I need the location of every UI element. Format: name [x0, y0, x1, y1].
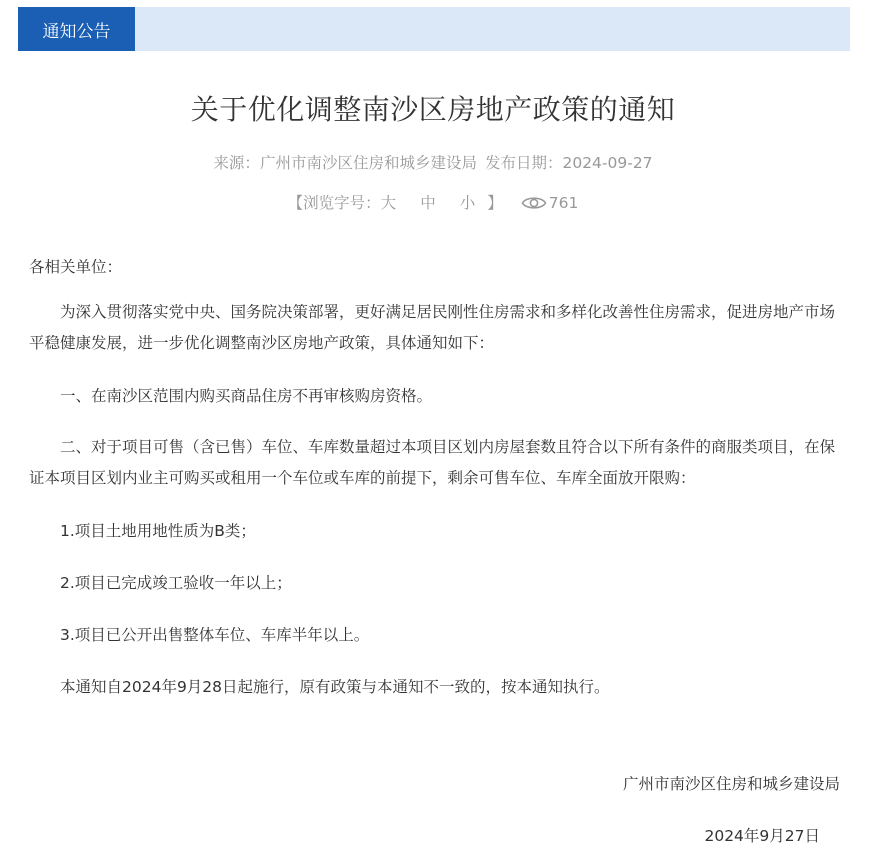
source-label: 来源：: [213, 154, 260, 172]
article-meta: [0, 151, 866, 173]
paragraph: 1.项目土地用地性质为B类；: [60, 522, 256, 540]
font-size-large[interactable]: 大: [380, 194, 397, 212]
paragraph: 一、在南沙区范围内购买商品住房不再审核购房资格。: [60, 387, 433, 405]
sign-date: 2024年9月27日: [704, 827, 820, 845]
paragraph: 为深入贯彻落实党中央、国务院决策部署，更好满足居民刚性住房需求和多样化改善性住房需求，促进房地产市场平稳健康发展，进一步优化调整南沙区房地产政策，具体通知如下：: [29, 303, 836, 352]
eye-icon: [521, 194, 547, 216]
font-size-medium[interactable]: 中: [420, 194, 436, 212]
view-count: 761: [548, 194, 579, 212]
signer: 广州市南沙区住房和城乡建设局: [622, 775, 840, 793]
paragraph: 本通知自2024年9月28日起施行，原有政策与本通知不一致的，按本通知执行。: [60, 678, 610, 696]
font-size-small[interactable]: 小: [459, 194, 476, 212]
article-tools: [0, 191, 866, 216]
paragraph: 二、对于项目可售（含已售）车位、车库数量超过本项目区划内房屋套数且符合以下所有条件的商服类项目，在保证本项目区划内业主可购买或租用一个车位或车库的前提下，剩余可售车位、车库全面放开限购：: [29, 438, 836, 487]
font-size-close: 】: [487, 194, 503, 212]
article-title: 关于优化调整南沙区房地产政策的通知: [190, 93, 676, 126]
publish-date-value: 2024-09-27: [562, 154, 653, 172]
salutation: 各相关单位：: [29, 258, 123, 276]
publish-date-label: 发布日期：: [484, 154, 563, 172]
source-value: 广州市南沙区住房和城乡建设局: [259, 154, 477, 172]
section-header-bar: [18, 7, 850, 51]
paragraph: 3.项目已公开出售整体车位、车库半年以上。: [60, 626, 370, 644]
paragraph: 2.项目已完成竣工验收一年以上；: [60, 574, 292, 592]
font-size-label: 【浏览字号：: [287, 194, 381, 212]
tab-notice[interactable]: 通知公告: [18, 7, 135, 51]
